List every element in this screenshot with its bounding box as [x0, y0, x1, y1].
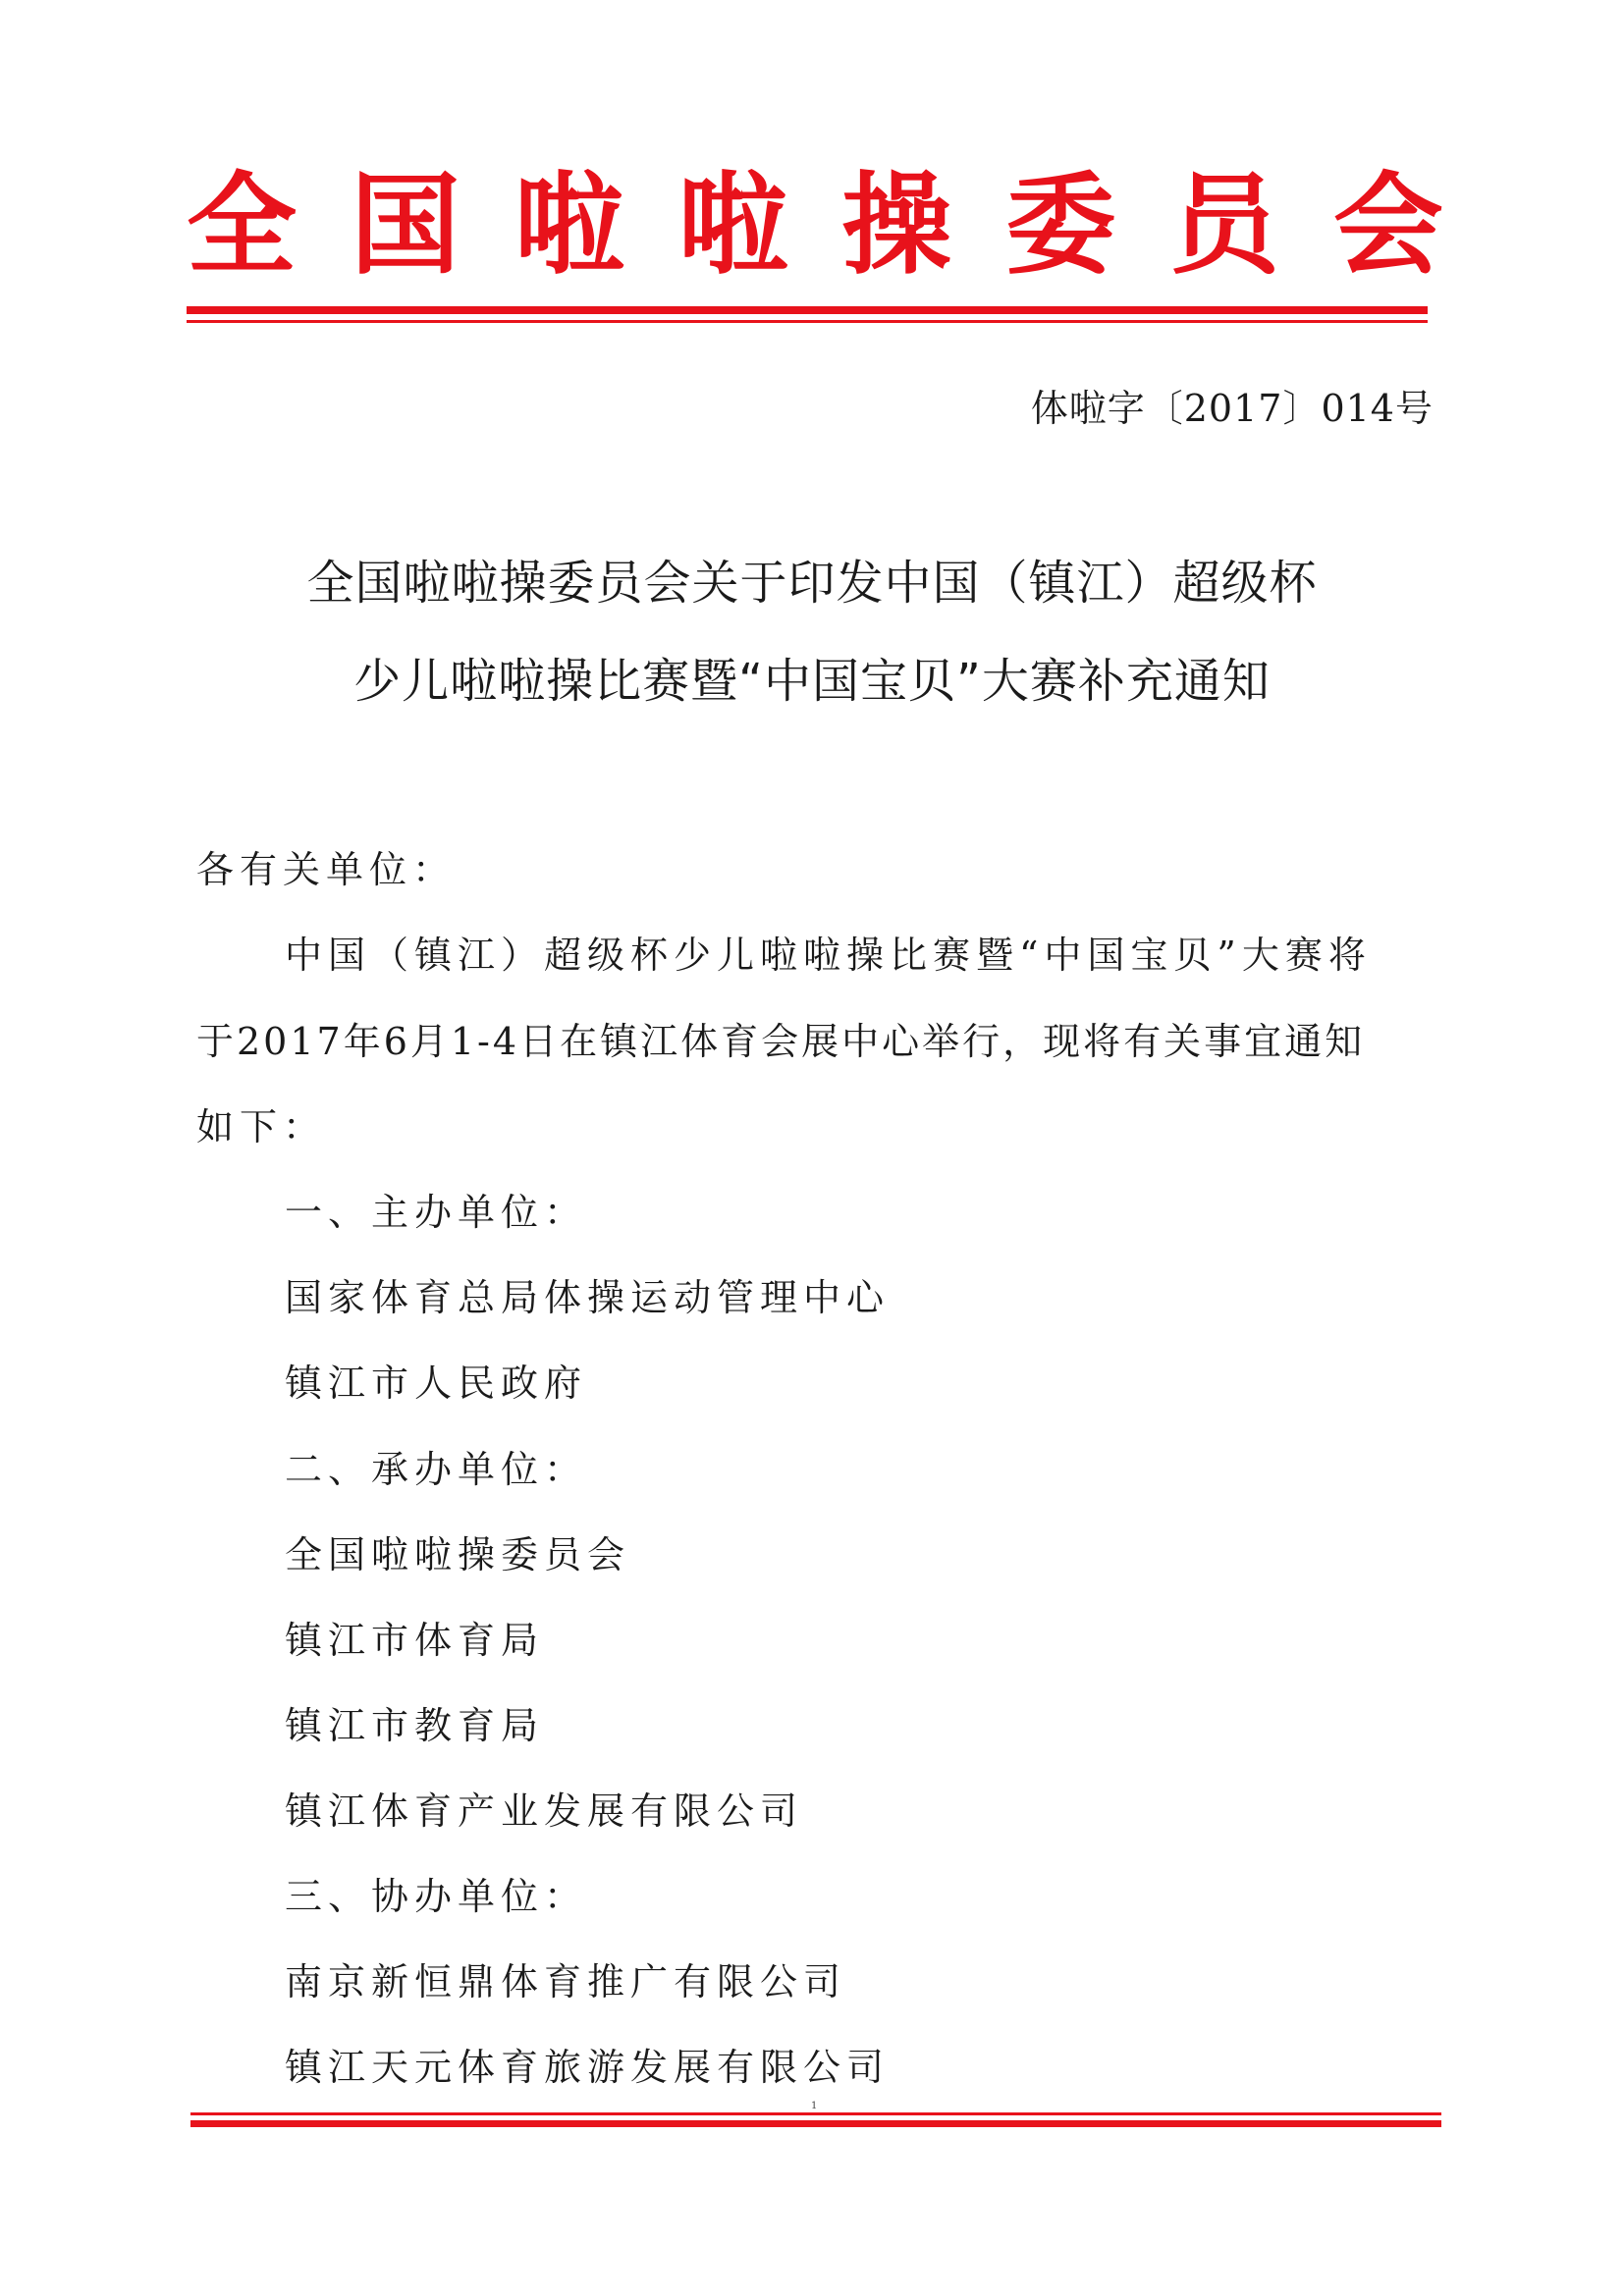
notice-title-line-1: 全国啦啦操委员会关于印发中国（镇江）超级杯	[306, 556, 1318, 611]
header-char: 全	[187, 161, 297, 290]
header-char: 员	[1169, 161, 1280, 290]
issuing-organization-header	[187, 162, 1443, 290]
header-char: 啦	[677, 161, 788, 290]
header-char: 啦	[514, 161, 624, 290]
document-number: 体啦字〔2017〕014号	[1030, 387, 1434, 430]
footer-rule-thick	[190, 2120, 1441, 2127]
list-item: 全国啦啦操委员会	[285, 1533, 631, 1576]
notice-title-line-2: 少儿啦啦操比赛暨“中国宝贝”大赛补充通知	[353, 654, 1271, 709]
salutation: 各有关单位：	[196, 848, 457, 891]
intro-paragraph-line: 中国（镇江）超级杯少儿啦啦操比赛暨“中国宝贝”大赛将	[285, 934, 1372, 977]
section-heading-co-organizer: 三、协办单位：	[285, 1875, 588, 1918]
section-heading-organizer: 二、承办单位：	[285, 1448, 588, 1491]
list-item: 镇江天元体育旅游发展有限公司	[285, 2046, 891, 2089]
page-number: 1	[811, 2101, 818, 2111]
list-item: 镇江市人民政府	[285, 1362, 588, 1405]
intro-paragraph-line: 于2017年6月1-4日在镇江体育会展中心举行，现将有关事宜通知	[196, 1020, 1366, 1063]
list-item: 镇江市教育局	[285, 1704, 545, 1747]
header-char: 操	[841, 161, 952, 290]
footer-rule-thin	[190, 2112, 1441, 2115]
header-char: 委	[1005, 161, 1116, 290]
header-rule-thick	[187, 306, 1428, 314]
header-rule-thin	[187, 320, 1428, 323]
section-heading-host: 一、主办单位：	[285, 1191, 588, 1234]
intro-paragraph-line: 如下：	[196, 1105, 327, 1148]
list-item: 国家体育总局体操运动管理中心	[285, 1276, 891, 1319]
list-item: 镇江市体育局	[285, 1619, 545, 1662]
list-item: 南京新恒鼎体育推广有限公司	[285, 1960, 847, 2003]
list-item: 镇江体育产业发展有限公司	[285, 1789, 804, 1833]
header-char: 会	[1332, 161, 1443, 290]
header-char: 国	[350, 161, 460, 290]
